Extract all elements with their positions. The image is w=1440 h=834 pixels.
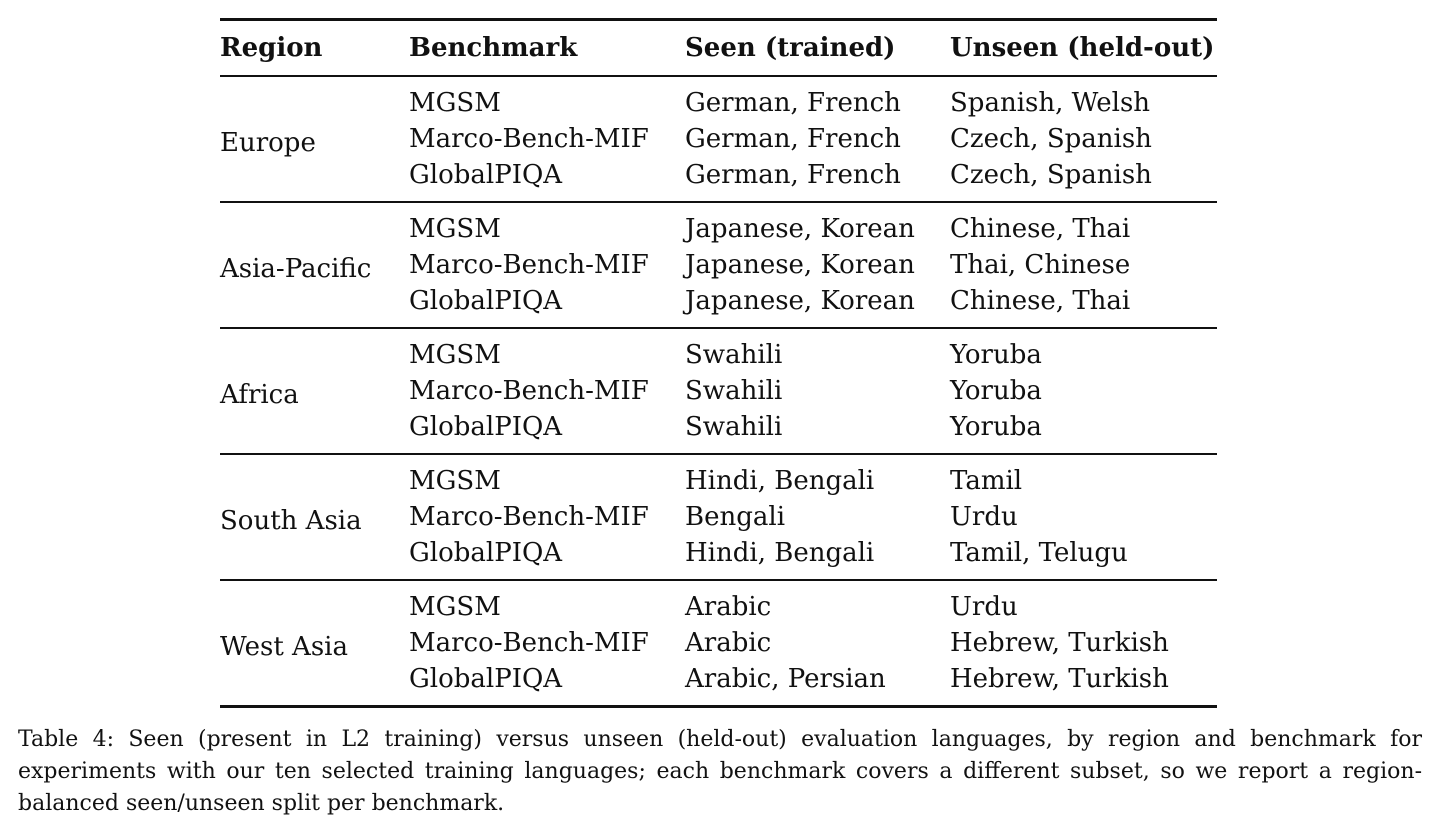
region-cell: Europe bbox=[220, 76, 409, 202]
header-region: Region bbox=[220, 20, 409, 77]
language-split-table bbox=[220, 18, 1217, 708]
region-group-south-asia bbox=[220, 454, 1217, 580]
header-unseen: Unseen (held-out) bbox=[950, 20, 1217, 77]
unseen-cell: Czech, Spanish bbox=[950, 124, 1152, 154]
benchmark-cell: MGSM bbox=[409, 88, 501, 118]
seen-cell: Arabic bbox=[685, 592, 772, 622]
benchmark-cell: Marco-Bench-MIF bbox=[409, 376, 649, 406]
region-cell: Asia-Pacific bbox=[220, 202, 409, 328]
header-seen: Seen (trained) bbox=[685, 20, 950, 77]
table-row bbox=[220, 328, 1217, 373]
seen-cell: Arabic bbox=[685, 628, 772, 658]
unseen-cell: Yoruba bbox=[950, 409, 1217, 454]
benchmark-cell: MGSM bbox=[409, 340, 501, 370]
unseen-cell: Urdu bbox=[950, 592, 1018, 622]
unseen-cell: Yoruba bbox=[950, 340, 1042, 370]
unseen-cell: Chinese, Thai bbox=[950, 214, 1131, 244]
table-row bbox=[220, 202, 1217, 247]
benchmark-cell: MGSM bbox=[409, 214, 501, 244]
table-caption: Table 4: Seen (present in L2 training) versus unseen (held-out) evaluation languages, by region and benchmark for experiments with our ten selected training languages; each benchmark covers a different subset, so we report a region-balanced seen/unseen split per benchmark. bbox=[18, 727, 1422, 816]
benchmark-cell: GlobalPIQA bbox=[409, 409, 685, 454]
unseen-cell: Tamil bbox=[950, 466, 1023, 496]
seen-cell: Japanese, Korean bbox=[685, 283, 950, 328]
language-split-table-container bbox=[220, 18, 1217, 708]
region-cell: West Asia bbox=[220, 580, 409, 707]
seen-cell: Bengali bbox=[685, 502, 786, 532]
seen-cell: Japanese, Korean bbox=[685, 214, 915, 244]
table-row bbox=[220, 454, 1217, 499]
unseen-cell: Yoruba bbox=[950, 376, 1042, 406]
seen-cell: Arabic, Persian bbox=[685, 661, 950, 707]
seen-cell: German, French bbox=[685, 88, 901, 118]
unseen-cell: Spanish, Welsh bbox=[950, 88, 1151, 118]
region-group-asia-pacific bbox=[220, 202, 1217, 328]
region-group-africa bbox=[220, 328, 1217, 454]
table-row bbox=[220, 580, 1217, 625]
unseen-cell: Tamil, Telugu bbox=[950, 535, 1217, 580]
benchmark-cell: Marco-Bench-MIF bbox=[409, 250, 649, 280]
benchmark-cell: GlobalPIQA bbox=[409, 157, 685, 202]
seen-cell: Hindi, Bengali bbox=[685, 535, 950, 580]
seen-cell: Hindi, Bengali bbox=[685, 466, 875, 496]
table-row bbox=[220, 76, 1217, 121]
region-cell: South Asia bbox=[220, 454, 409, 580]
benchmark-cell: GlobalPIQA bbox=[409, 535, 685, 580]
seen-cell: German, French bbox=[685, 124, 901, 154]
benchmark-cell: MGSM bbox=[409, 466, 501, 496]
unseen-cell: Chinese, Thai bbox=[950, 283, 1217, 328]
benchmark-cell: Marco-Bench-MIF bbox=[409, 124, 649, 154]
seen-cell: Japanese, Korean bbox=[685, 250, 915, 280]
seen-cell: German, French bbox=[685, 157, 950, 202]
benchmark-cell: GlobalPIQA bbox=[409, 283, 685, 328]
unseen-cell: Hebrew, Turkish bbox=[950, 661, 1217, 707]
unseen-cell: Thai, Chinese bbox=[950, 250, 1131, 280]
seen-cell: Swahili bbox=[685, 340, 783, 370]
header-benchmark: Benchmark bbox=[409, 20, 685, 77]
unseen-cell: Czech, Spanish bbox=[950, 157, 1217, 202]
benchmark-cell: GlobalPIQA bbox=[409, 661, 685, 707]
unseen-cell: Urdu bbox=[950, 502, 1018, 532]
region-group-west-asia bbox=[220, 580, 1217, 707]
benchmark-cell: MGSM bbox=[409, 592, 501, 622]
seen-cell: Swahili bbox=[685, 376, 783, 406]
benchmark-cell: Marco-Bench-MIF bbox=[409, 502, 649, 532]
seen-cell: Swahili bbox=[685, 409, 950, 454]
benchmark-cell: Marco-Bench-MIF bbox=[409, 628, 649, 658]
region-cell: Africa bbox=[220, 328, 409, 454]
region-group-europe bbox=[220, 76, 1217, 202]
unseen-cell: Hebrew, Turkish bbox=[950, 628, 1169, 658]
table-header-row bbox=[220, 20, 1217, 77]
